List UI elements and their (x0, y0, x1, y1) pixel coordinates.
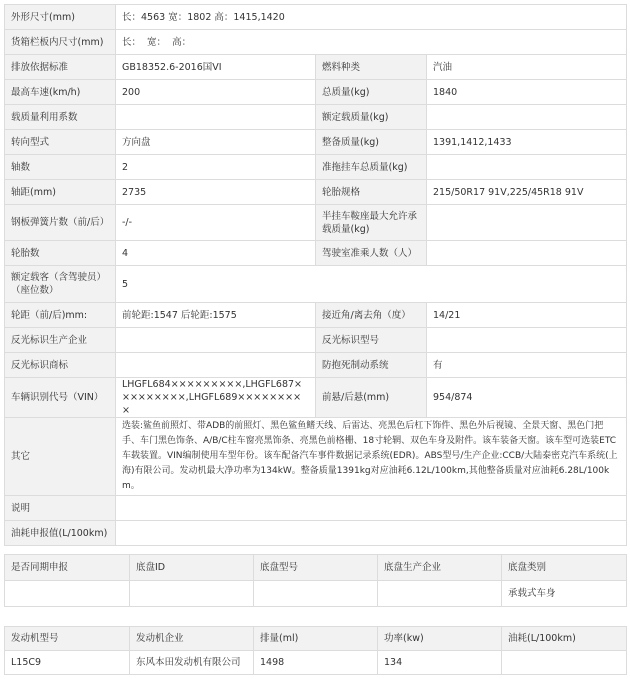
emission-label: 排放依据标准 (5, 55, 116, 80)
overhang-value: 954/874 (427, 378, 627, 418)
spec-row-notes (5, 496, 627, 521)
approach-angle-value: 14/21 (427, 303, 627, 328)
chassis-header: 是否同期申报 (5, 555, 130, 581)
track-value: 前轮距:1547 后轮距:1575 (116, 303, 316, 328)
engine-data-row (5, 651, 627, 675)
engine-cell: 1498 (254, 651, 378, 675)
abs-value: 有 (427, 353, 627, 378)
rated-load-label: 额定载质量(kg) (316, 105, 427, 130)
chassis-table (4, 554, 627, 607)
total-mass-value: 1840 (427, 80, 627, 105)
axles-label: 轴数 (5, 155, 116, 180)
spec-row-speed (5, 80, 627, 105)
chassis-header: 底盘ID (130, 555, 254, 581)
cargo-box-label: 货箱栏板内尺寸(mm) (5, 30, 116, 55)
spec-row-axles (5, 155, 627, 180)
engine-cell: L15C9 (5, 651, 130, 675)
reflect-brand-value (116, 353, 316, 378)
fuel-declared-value (116, 521, 627, 546)
spec-row-load (5, 105, 627, 130)
load-util-value (116, 105, 316, 130)
seats-label: 额定载客（含驾驶员）（座位数） (5, 266, 116, 303)
overhang-label: 前悬/后悬(mm) (316, 378, 427, 418)
chassis-cell (254, 581, 378, 607)
engine-header: 发动机企业 (130, 627, 254, 651)
engine-cell: 东风本田发动机有限公司 (130, 651, 254, 675)
engine-header: 发动机型号 (5, 627, 130, 651)
spec-row-reflect-maker (5, 328, 627, 353)
spec-row-cargo-box (5, 30, 627, 55)
dimensions-value: 长：4563 宽：1802 高：1415,1420 (116, 5, 627, 30)
engine-cell: 134 (378, 651, 502, 675)
max-speed-label: 最高车速(km/h) (5, 80, 116, 105)
reflect-maker-label: 反光标识生产企业 (5, 328, 116, 353)
abs-label: 防抱死制动系统 (316, 353, 427, 378)
chassis-cell (130, 581, 254, 607)
fuel-type-value: 汽油 (427, 55, 627, 80)
specs-table (4, 4, 627, 546)
chassis-header: 底盘生产企业 (378, 555, 502, 581)
semi-trailer-label: 半挂车鞍座最大允许承载质量(kg) (316, 205, 427, 241)
wheelbase-value: 2735 (116, 180, 316, 205)
trailer-mass-label: 准拖挂车总质量(kg) (316, 155, 427, 180)
tire-spec-value: 215/50R17 91V,225/45R18 91V (427, 180, 627, 205)
vin-label: 车辆识别代号（VIN） (5, 378, 116, 418)
spec-row-tires (5, 241, 627, 266)
spec-row-vin (5, 378, 627, 418)
spec-row-track (5, 303, 627, 328)
spec-row-fuel-declared (5, 521, 627, 546)
spec-row-springs (5, 205, 627, 241)
wheelbase-label: 轴距(mm) (5, 180, 116, 205)
cab-passengers-label: 驾驶室准乘人数（人） (316, 241, 427, 266)
tires-count-label: 轮胎数 (5, 241, 116, 266)
reflect-brand-label: 反光标识商标 (5, 353, 116, 378)
engine-cell (502, 651, 627, 675)
spec-row-wheelbase (5, 180, 627, 205)
chassis-header: 底盘型号 (254, 555, 378, 581)
spec-row-other (5, 418, 627, 496)
engine-header: 排量(ml) (254, 627, 378, 651)
reflect-maker-value (116, 328, 316, 353)
semi-trailer-value (427, 205, 627, 241)
axles-value: 2 (116, 155, 316, 180)
cab-passengers-value (427, 241, 627, 266)
spec-row-emission (5, 55, 627, 80)
spec-row-steering (5, 130, 627, 155)
chassis-cell (5, 581, 130, 607)
approach-angle-label: 接近角/离去角（度） (316, 303, 427, 328)
tires-count-value: 4 (116, 241, 316, 266)
chassis-data-row (5, 581, 627, 607)
track-label: 轮距（前/后)mm: (5, 303, 116, 328)
leaf-springs-label: 钢板弹簧片数（前/后） (5, 205, 116, 241)
chassis-cell: 承载式车身 (502, 581, 627, 607)
leaf-springs-value: -/- (116, 205, 316, 241)
engine-header-row (5, 627, 627, 651)
other-label: 其它 (5, 418, 116, 496)
rated-load-value (427, 105, 627, 130)
other-value: 选装:鲨鱼前照灯、带ADB的前照灯、黑色鲨鱼鳍天线、后雷达、亮黑色后杠下饰件、黑色外后视镜、全景天窗、黑色门把手、车门黑色饰条、A/B/C柱车窗亮黑饰条、亮黑色前格栅、18寸轮辋、双色车身及附件。该车装备天窗。该车型可选装ETC车载装置。VIN编制使用车型年份。该车配备汽车事件数据记录系统(EDR)。ABS型号/生产企业:CCB/大陆泰密克汽车系统(上海)有限公司。发动机最大净功率为134kW。整备质量1391kg对应油耗6.12L/100km,其他整备质量对应油耗6.28L/100km。 (116, 418, 627, 496)
engine-header: 油耗(L/100km) (502, 627, 627, 651)
emission-value: GB18352.6-2016国VI (116, 55, 316, 80)
total-mass-label: 总质量(kg) (316, 80, 427, 105)
load-util-label: 载质量利用系数 (5, 105, 116, 130)
notes-value (116, 496, 627, 521)
tire-spec-label: 轮胎规格 (316, 180, 427, 205)
steering-value: 方向盘 (116, 130, 316, 155)
reflect-model-label: 反光标识型号 (316, 328, 427, 353)
curb-mass-value: 1391,1412,1433 (427, 130, 627, 155)
engine-header: 功率(kw) (378, 627, 502, 651)
fuel-type-label: 燃料种类 (316, 55, 427, 80)
curb-mass-label: 整备质量(kg) (316, 130, 427, 155)
notes-label: 说明 (5, 496, 116, 521)
spec-row-reflect-brand (5, 353, 627, 378)
chassis-cell (378, 581, 502, 607)
reflect-model-value (427, 328, 627, 353)
trailer-mass-value (427, 155, 627, 180)
cargo-box-value: 长： 宽： 高： (116, 30, 627, 55)
engine-table (4, 626, 627, 675)
steering-label: 转向型式 (5, 130, 116, 155)
chassis-header: 底盘类别 (502, 555, 627, 581)
seats-value: 5 (116, 266, 627, 303)
spec-row-dimensions (5, 5, 627, 30)
chassis-header-row (5, 555, 627, 581)
dimensions-label: 外形尺寸(mm) (5, 5, 116, 30)
spec-row-seats (5, 266, 627, 303)
vin-value: LHGFL684×××××××××,LHGFL687×××××××××,LHGFL689××××××××× (116, 378, 316, 418)
fuel-declared-label: 油耗申报值(L/100km) (5, 521, 116, 546)
max-speed-value: 200 (116, 80, 316, 105)
